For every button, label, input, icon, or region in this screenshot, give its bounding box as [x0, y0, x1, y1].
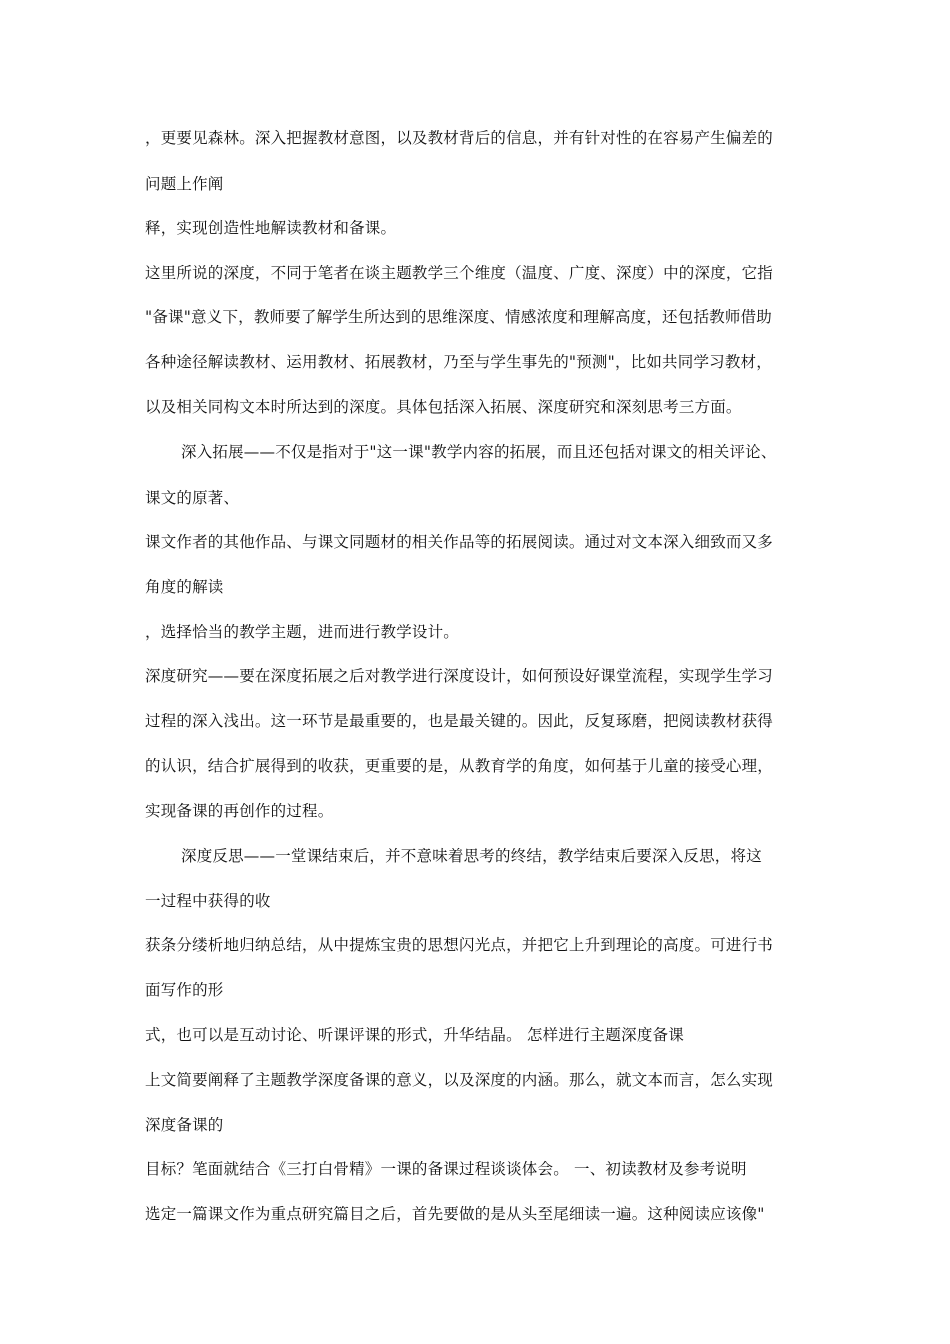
- text-line: 这里所说的深度，不同于笔者在谈主题教学三个维度（温度、广度、深度）中的深度，它指: [145, 264, 774, 282]
- text-line: ，选择恰当的教学主题，进而进行教学设计。: [145, 623, 460, 641]
- text-line: 式，也可以是互动讨论、听课评课的形式，升华结晶。 怎样进行主题深度备课: [145, 1026, 684, 1044]
- text-line: 选定一篇课文作为重点研究篇目之后，首先要做的是从头至尾细读一遍。这种阅读应该像": [145, 1205, 765, 1223]
- text-line: 角度的解读: [145, 578, 224, 596]
- text-line: 课文的原著、: [145, 489, 240, 507]
- text-line: 深度研究——要在深度拓展之后对教学进行深度设计，如何预设好课堂流程，实现学生学习: [145, 667, 774, 685]
- text-line: ，更要见森林。深入把握教材意图，以及教材背后的信息，并有针对性的在容易产生偏差的: [145, 129, 774, 147]
- text-line: 释，实现创造性地解读教材和备课。: [145, 219, 397, 237]
- text-line: 实现备课的再创作的过程。: [145, 802, 334, 820]
- text-line: 深度备课的: [145, 1116, 224, 1134]
- text-line: 面写作的形: [145, 981, 224, 999]
- text-line: 深度反思——一堂课结束后，并不意味着思考的终结，教学结束后要深入反思，将这: [181, 847, 762, 865]
- text-line: 上文简要阐释了主题教学深度备课的意义，以及深度的内涵。那么，就文本而言，怎么实现: [145, 1071, 774, 1089]
- text-line: 深入拓展——不仅是指对于"这一课"教学内容的拓展，而且还包括对课文的相关评论、: [181, 443, 777, 461]
- text-line: 以及相关同构文本时所达到的深度。具体包括深入拓展、深度研究和深刻思考三方面。: [145, 398, 742, 416]
- text-line: 各种途径解读教材、运用教材、拓展教材，乃至与学生事先的"预测"，比如共同学习教材，: [145, 353, 772, 371]
- text-line: 获条分缕析地归纳总结，从中提炼宝贵的思想闪光点，并把它上升到理论的高度。可进行书: [145, 936, 774, 954]
- text-line: 过程的深入浅出。这一环节是最重要的，也是最关键的。因此，反复琢磨，把阅读教材获得: [145, 712, 774, 730]
- text-line: 课文作者的其他作品、与课文同题材的相关作品等的拓展阅读。通过对文本深入细致而又多: [145, 533, 774, 551]
- text-line: 问题上作阐: [145, 175, 224, 193]
- text-line: 目标？笔面就结合《三打白骨精》一课的备课过程谈谈体会。 一、初读教材及参考说明: [145, 1160, 747, 1178]
- text-line: 的认识，结合扩展得到的收获，更重要的是，从教育学的角度，如何基于儿童的接受心理，: [145, 757, 774, 775]
- text-line: 一过程中获得的收: [145, 892, 271, 910]
- text-line: "备课"意义下，教师要了解学生所达到的思维深度、情感浓度和理解高度，还包括教师借助: [145, 308, 772, 326]
